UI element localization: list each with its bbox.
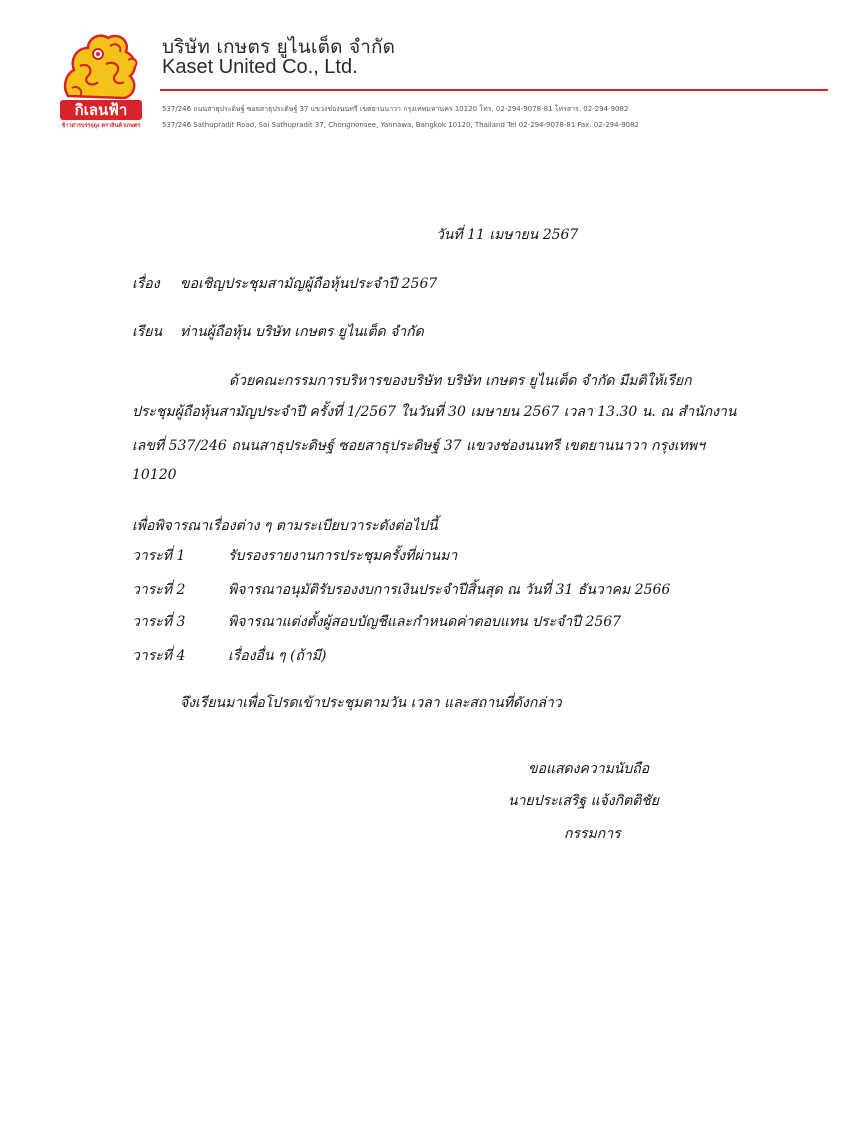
addressee-line [132, 321, 424, 343]
subject-label: เรื่อง [132, 276, 160, 292]
addressee-label: เรียน [132, 324, 163, 340]
agenda-number: วาระที่ 3 [132, 614, 186, 630]
logo-tagline: ข้าวสารบรรจุถุง ตราสินค้าเกษตร [61, 123, 141, 129]
agenda-number: วาระที่ 2 [132, 582, 186, 598]
logo-wordmark: กิเลนฟ้า [74, 101, 128, 119]
company-name-english: Kaset United Co., Ltd. [162, 56, 358, 78]
agenda-number: วาระที่ 1 [132, 548, 186, 564]
company-logo [58, 26, 144, 132]
subject-text: ขอเชิญประชุมสามัญผู้ถือหุ้นประจำปี 2567 [180, 276, 438, 292]
agenda-text: เรื่องอื่น ๆ (ถ้ามี) [228, 648, 327, 664]
agenda-intro: เพื่อพิจารณาเรื่องต่าง ๆ ตามระเบียบวาระดังต่อไปนี้ [132, 518, 438, 534]
signatory-name: นายประเสริฐ แจ้งกิตติชัย [508, 793, 660, 809]
address-english: 537/246 Sathupradit Road, Soi Sathupradit 37, Chongnonsee, Yannawa, Bangkok 10120, Thailand Tel 02-294-9078-81 Fax. 02-294-9082 [162, 121, 639, 129]
body-line: เลขที่ 537/246 ถนนสาธุประดิษฐ์ ซอยสาธุประดิษฐ์ 37 แขวงช่องนนทรี เขตยานนาวา กรุงเทพฯ [132, 438, 705, 454]
agenda-text: รับรองรายงานการประชุมครั้งที่ผ่านมา [228, 548, 458, 564]
letterhead-divider [160, 89, 828, 91]
address-thai: 537/246 ถนนสาธุประดิษฐ์ ซอยสาธุประดิษฐ์ 37 แขวงช่องนนทรี เขตยานนาวา กรุงเทพมหานคร 10120 โทร. 02-294-9078-81 โทรสาร. 02-294-9082 [162, 105, 629, 113]
signature-regards: ขอแสดงความนับถือ [528, 761, 650, 777]
body-line: ประชุมผู้ถือหุ้นสามัญประจำปี ครั้งที่ 1/2567 ในวันที่ 30 เมษายน 2567 เวลา 13.30 น. ณ สำนักงาน [132, 404, 737, 420]
agenda-number: วาระที่ 4 [132, 648, 186, 664]
agenda-text: พิจารณาอนุมัติรับรองงบการเงินประจำปีสิ้นสุด ณ วันที่ 31 ธันวาคม 2566 [228, 582, 671, 598]
closing-sentence: จึงเรียนมาเพื่อโปรดเข้าประชุมตามวัน เวลา และสถานที่ดังกล่าว [180, 695, 562, 711]
letter-date: วันที่ 11 เมษายน 2567 [436, 227, 579, 243]
addressee-text: ท่านผู้ถือหุ้น บริษัท เกษตร ยูไนเต็ด จำกัด [180, 324, 424, 340]
agenda-text: พิจารณาแต่งตั้งผู้สอบบัญชีและกำหนดค่าตอบแทน ประจำปี 2567 [228, 614, 622, 630]
signatory-title: กรรมการ [564, 826, 621, 842]
body-line: 10120 [132, 467, 177, 483]
subject-line [132, 273, 438, 295]
body-line: ด้วยคณะกรรมการบริหารของบริษัท บริษัท เกษตร ยูไนเต็ด จำกัด มีมติให้เรียก [229, 373, 692, 389]
company-name-thai: บริษัท เกษตร ยูไนเต็ด จำกัด [162, 36, 396, 58]
